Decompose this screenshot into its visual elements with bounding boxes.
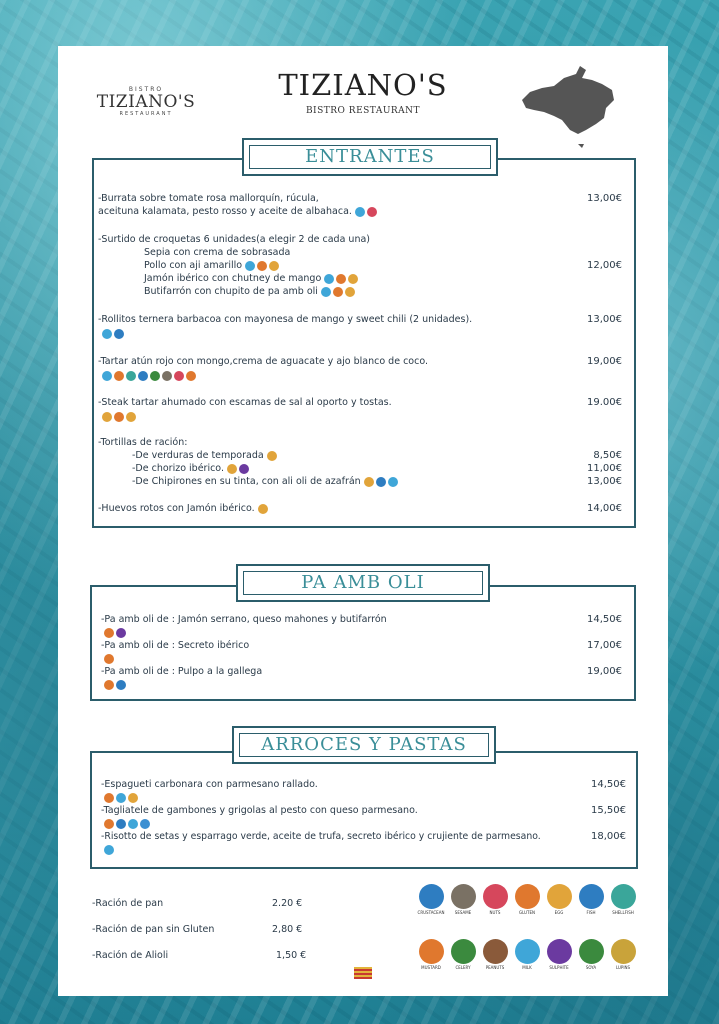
arroz3-price: 18,00€ <box>591 831 626 842</box>
lupins-icon <box>611 939 636 964</box>
crustacean-icon <box>116 819 126 829</box>
gluten-icon <box>114 412 124 422</box>
tortilla2-text: -De chorizo ibérico. <box>132 463 224 474</box>
burrata-line1: -Burrata sobre tomate rosa mallorquín, rúcula, <box>98 193 319 204</box>
gluten-icon <box>186 371 196 381</box>
fish-icon <box>579 884 604 909</box>
steak-icons <box>102 411 138 422</box>
tortilla1-price: 8,50€ <box>593 450 622 461</box>
fish-icon <box>138 371 148 381</box>
legend-nuts: NUTS <box>480 884 510 915</box>
legend-shellfish: SHELLFISH <box>608 884 638 915</box>
extra-pan: -Ración de pan <box>92 898 164 909</box>
page-title <box>258 68 468 116</box>
egg-icon <box>258 504 268 514</box>
paamboli3-price: 19,00€ <box>587 666 622 677</box>
celery-icon <box>451 939 476 964</box>
restaurant-subtitle: BISTRO RESTAURANT <box>305 106 421 116</box>
arroz2-price: 15,50€ <box>591 805 626 816</box>
croquetas-line3 <box>144 260 281 271</box>
arroz3-icons <box>104 844 116 855</box>
legend-milk: MILK <box>512 939 542 970</box>
logo-bistro: BISTRO <box>128 86 164 93</box>
tortilla2-price: 11,00€ <box>587 463 622 474</box>
allergen-icons <box>324 273 360 284</box>
milk-icon <box>128 819 138 829</box>
milk-icon <box>388 477 398 487</box>
allergen-icons <box>258 503 270 514</box>
balearic-flag-icon <box>354 967 372 979</box>
steak-line: -Steak tartar ahumado con escamas de sal al oporto y tostas. <box>98 397 392 408</box>
gluten-icon <box>257 261 267 271</box>
crustacean-icon <box>419 884 444 909</box>
gluten-icon <box>515 884 540 909</box>
sesame-icon <box>162 371 172 381</box>
extra-alioli: -Ración de Alioli <box>92 950 169 961</box>
egg-icon <box>267 451 277 461</box>
milk-icon <box>102 371 112 381</box>
nuts-icon <box>483 884 508 909</box>
egg-icon <box>128 793 138 803</box>
entrantes-title: ENTRANTES <box>242 138 498 176</box>
celery-icon <box>140 819 150 829</box>
mallorca-map-icon <box>520 60 616 150</box>
milk-icon <box>515 939 540 964</box>
egg-icon <box>348 274 358 284</box>
sulphite-icon <box>547 939 572 964</box>
extra-pan-sg: -Ración de pan sin Gluten <box>92 924 215 935</box>
soya-icon <box>150 371 160 381</box>
paamboli1-line: -Pa amb oli de : Jamón serrano, queso mahones y butifarrón <box>101 614 387 625</box>
sesame-icon <box>451 884 476 909</box>
milk-icon <box>324 274 334 284</box>
croquetas-line4-text: Jamón ibérico con chutney de mango <box>144 273 322 284</box>
arroz2-icons <box>104 818 152 829</box>
allergen-icons <box>245 260 281 271</box>
rollitos-icons <box>102 328 126 339</box>
paamboli-title: PA AMB OLI <box>236 564 490 602</box>
huevos-price: 14,00€ <box>587 503 622 514</box>
egg-icon <box>547 884 572 909</box>
croquetas-line3-text: Pollo con aji amarillo <box>144 260 243 271</box>
tortilla3-text: -De Chipirones en su tinta, con ali oli de azafrán <box>132 476 361 487</box>
allergen-icons <box>227 463 251 474</box>
egg-icon <box>227 464 237 474</box>
paamboli2-line: -Pa amb oli de : Secreto ibérico <box>101 640 250 651</box>
shellfish-icon <box>611 884 636 909</box>
allergen-icons <box>267 450 279 461</box>
arroz1-icons <box>104 792 140 803</box>
legend-sulphite: SULPHITE <box>544 939 574 970</box>
legend-sesame: SESAME <box>448 884 478 915</box>
croquetas-line4 <box>144 273 360 284</box>
arroz1-line: -Espagueti carbonara con parmesano rallado. <box>101 779 318 790</box>
arroz2-line: -Tagliatele de gambones y grigolas al pesto con queso parmesano. <box>101 805 418 816</box>
milk-icon <box>116 793 126 803</box>
restaurant-name: TIZIANO'S <box>278 68 448 102</box>
gluten-icon <box>104 680 114 690</box>
tortilla3-price: 13,00€ <box>587 476 622 487</box>
milk-icon <box>245 261 255 271</box>
legend-soya: SOYA <box>576 939 606 970</box>
extra-pan-price: 2.20 € <box>272 898 303 909</box>
croquetas-line1: -Surtido de croquetas 6 unidades(a elegir 2 de cada una) <box>98 234 370 245</box>
tartar-line: -Tartar atún rojo con mongo,crema de aguacate y ajo blanco de coco. <box>98 356 429 367</box>
croquetas-price: 12,00€ <box>587 260 622 271</box>
paamboli2-icons <box>104 653 116 664</box>
milk-icon <box>355 207 365 217</box>
egg-icon <box>345 287 355 297</box>
tartar-icons <box>102 370 198 381</box>
burrata-line2 <box>98 206 379 217</box>
sulphite-icon <box>239 464 249 474</box>
legend-celery: CELERY <box>448 939 478 970</box>
paamboli1-price: 14,50€ <box>587 614 622 625</box>
croquetas-line2: Sepia con crema de sobrasada <box>144 247 291 258</box>
burrata-line2-text: aceituna kalamata, pesto rosso y aceite de albahaca. <box>98 206 352 217</box>
gluten-icon <box>114 371 124 381</box>
menu-page <box>58 46 668 996</box>
gluten-icon <box>104 654 114 664</box>
egg-icon <box>364 477 374 487</box>
legend-crustacean: CRUSTACEAN <box>416 884 446 915</box>
croquetas-line5 <box>144 286 357 297</box>
legend-peanuts: PEANUTS <box>480 939 510 970</box>
tortilla3-line <box>132 476 400 487</box>
gluten-icon <box>104 819 114 829</box>
shellfish-icon <box>126 371 136 381</box>
legend-egg: EGG <box>544 884 574 915</box>
nuts-icon <box>174 371 184 381</box>
paamboli2-price: 17,00€ <box>587 640 622 651</box>
paamboli3-icons <box>104 679 128 690</box>
logo <box>96 86 196 136</box>
milk-icon <box>321 287 331 297</box>
steak-price: 19.00€ <box>587 397 622 408</box>
huevos-text: -Huevos rotos con Jamón ibérico. <box>98 503 255 514</box>
legend-gluten: GLUTEN <box>512 884 542 915</box>
extra-pan-sg-price: 2,80 € <box>272 924 303 935</box>
gluten-icon <box>336 274 346 284</box>
tortillas-line: -Tortillas de ración: <box>98 437 188 448</box>
egg-icon <box>102 412 112 422</box>
paamboli3-line: -Pa amb oli de : Pulpo a la gallega <box>101 666 263 677</box>
legend-lupins: LUPINS <box>608 939 638 970</box>
paamboli1-icons <box>104 627 128 638</box>
legend-mustard: MUSTARD <box>416 939 446 970</box>
allergen-icons <box>321 286 357 297</box>
fish-icon <box>116 680 126 690</box>
fish-icon <box>114 329 124 339</box>
gluten-icon <box>104 628 114 638</box>
logo-name: TIZIANO'S <box>96 92 196 112</box>
mustard-icon <box>126 412 136 422</box>
mustard-icon <box>419 939 444 964</box>
burrata-price: 13,00€ <box>587 193 622 204</box>
nuts-icon <box>367 207 377 217</box>
allergen-icons <box>364 476 400 487</box>
arroz1-price: 14,50€ <box>591 779 626 790</box>
legend-fish: FISH <box>576 884 606 915</box>
arroz3-line: -Risotto de setas y esparrago verde, aceite de trufa, secreto ibérico y crujiente de parmesano. <box>101 831 541 842</box>
croquetas-line5-text: Butifarrón con chupito de pa amb oli <box>144 286 318 297</box>
rollitos-line: -Rollitos ternera barbacoa con mayonesa de mango y sweet chili (2 unidades). <box>98 314 473 325</box>
rollitos-price: 13,00€ <box>587 314 622 325</box>
milk-icon <box>104 845 114 855</box>
tortilla1-line <box>132 450 279 461</box>
fish-icon <box>376 477 386 487</box>
allergen-icons <box>355 206 379 217</box>
tortilla2-line <box>132 463 251 474</box>
gluten-icon <box>104 793 114 803</box>
arroces-title: ARROCES Y PASTAS <box>232 726 496 764</box>
milk-icon <box>102 329 112 339</box>
huevos-line <box>98 503 270 514</box>
extra-alioli-price: 1,50 € <box>276 950 307 961</box>
tortilla1-text: -De verduras de temporada <box>132 450 264 461</box>
gluten-icon <box>333 287 343 297</box>
soya-icon <box>579 939 604 964</box>
logo-restaurant: RESTAURANT <box>119 111 173 117</box>
sulphite-icon <box>116 628 126 638</box>
peanuts-icon <box>483 939 508 964</box>
tartar-price: 19,00€ <box>587 356 622 367</box>
egg-icon <box>269 261 279 271</box>
